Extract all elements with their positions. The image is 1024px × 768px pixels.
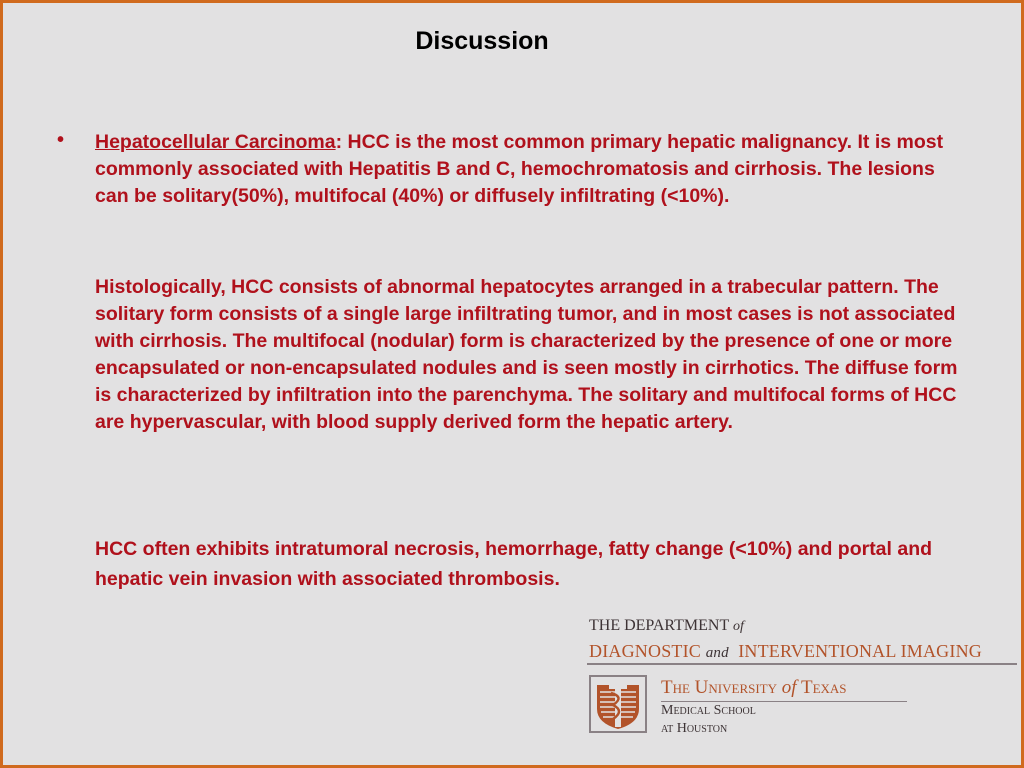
dept-name-2: INTERVENTIONAL IMAGING (738, 641, 982, 661)
paragraph-histology: Histologically, HCC consists of abnormal hepatocytes arranged in a trabecular pattern. The solitary form consists of a single large infiltrating tumor, and in most cases is not associated with cirrhosis. The multifocal (nodular) form is characterized by the presence of one or more encapsulated or non-encapsulated nodules and is seen mostly in cirrhotics. The diffuse form is characterized by infiltration into the parenchyma. The solitary and multifocal forms of HCC are hypervascular, with blood supply derived form the hepatic artery. (95, 276, 958, 433)
slide-title: Discussion (415, 27, 549, 55)
univ-suffix: Texas (800, 677, 847, 698)
school-line2: at Houston (661, 721, 728, 736)
ut-seal-icon (589, 675, 647, 733)
university-divider (661, 701, 907, 702)
dept-prefix: THE DEPARTMENT (589, 617, 729, 634)
university-name (661, 677, 847, 699)
univ-of: of (781, 677, 797, 698)
paragraph-hcc-definition (95, 129, 965, 210)
logo-divider (587, 663, 1017, 665)
term-hepatocellular-carcinoma: Hepatocellular Carcinoma (95, 131, 336, 153)
school-line1: Medical School (661, 703, 756, 718)
dept-of: of (732, 619, 744, 634)
dept-and: and (705, 645, 729, 661)
bullet-icon: • (57, 129, 65, 151)
dept-line1 (589, 617, 744, 635)
dept-name (589, 641, 982, 662)
paragraph-hcc-definition-text: : HCC is the most common primary hepatic malignancy. It is most commonly associated with Hepatitis B and C, hemochromatosis and cirrhosis. The lesions can be solitary(50%), multifocal (40%) or diffusely infiltrating (<10%). (95, 131, 944, 207)
univ-prefix: The University (661, 677, 778, 698)
paragraph-features: HCC often exhibits intratumoral necrosis, hemorrhage, fatty change (<10%) and portal and hepatic vein invasion with associated thrombosis. (95, 538, 933, 590)
dept-name-1: DIAGNOSTIC (589, 641, 701, 661)
department-logo (587, 615, 1019, 739)
